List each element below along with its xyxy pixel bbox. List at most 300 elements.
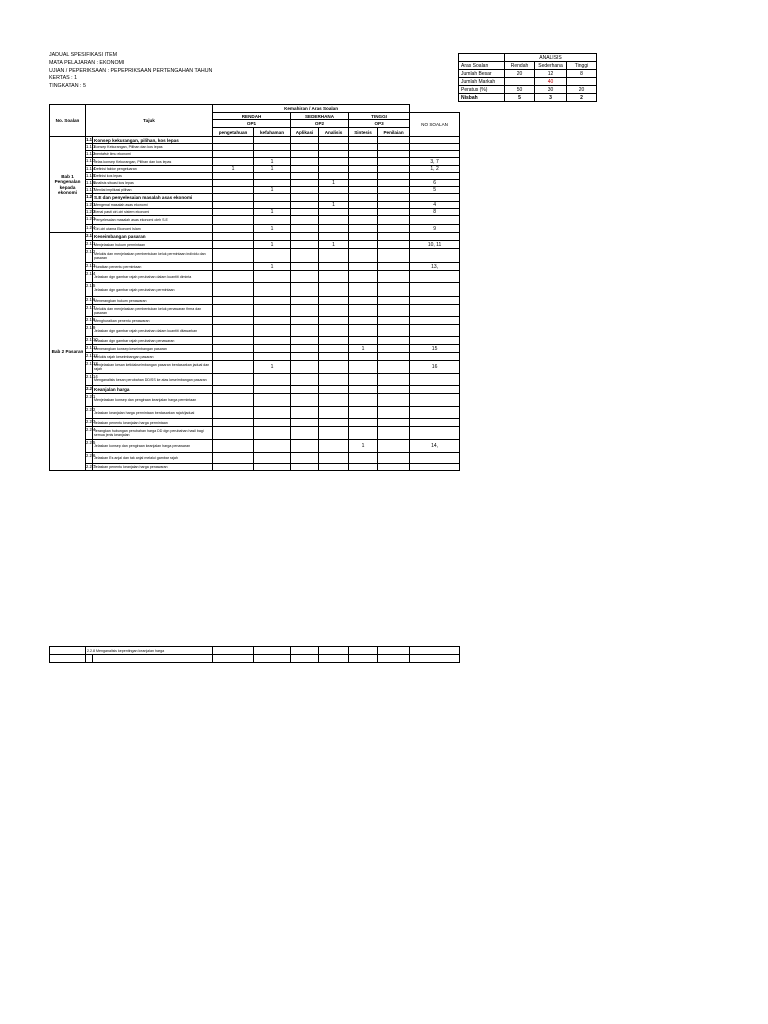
level-count-cell <box>213 241 254 249</box>
level-count-cell <box>291 180 319 187</box>
level-count-cell <box>378 144 410 151</box>
level-count-cell <box>349 216 378 225</box>
level-count-cell <box>319 374 349 386</box>
level-count-cell <box>213 271 254 283</box>
level-count-cell <box>254 353 291 361</box>
analysis-title: ANALISIS <box>505 54 597 62</box>
level-count-cell <box>378 374 410 386</box>
level-count-cell <box>291 305 319 317</box>
level-count-cell <box>254 325 291 337</box>
question-numbers-cell: 8 <box>410 209 460 216</box>
level-count-cell <box>291 271 319 283</box>
table-row <box>50 202 460 209</box>
question-numbers-cell <box>410 407 460 419</box>
analysis-label: Jumlah Besar <box>459 70 505 78</box>
analysis-cell: 3 <box>535 94 567 102</box>
level-count-cell <box>291 144 319 151</box>
analysis-label: Peratus (%) <box>459 86 505 94</box>
topic-text: Jelaskan konsep dan pengiraan keanjalan harga penawaran <box>93 440 213 453</box>
level-count-cell <box>254 453 291 464</box>
level-count-cell <box>254 337 291 345</box>
table-row <box>50 187 460 194</box>
level-count-cell <box>319 305 349 317</box>
level-count-cell <box>213 407 254 419</box>
level-count-cell <box>291 241 319 249</box>
topic-code: 2.1.1 <box>86 241 93 249</box>
level-count-cell <box>319 166 349 173</box>
level-count-cell <box>378 241 410 249</box>
level-count-cell <box>291 427 319 440</box>
table-row <box>50 151 460 158</box>
level-count-cell <box>319 233 349 241</box>
level-count-cell <box>378 386 410 394</box>
level-count-cell <box>349 144 378 151</box>
level-count-cell <box>254 394 291 407</box>
level-count-cell <box>349 297 378 305</box>
table-row <box>50 427 460 440</box>
question-numbers-cell <box>410 283 460 297</box>
level-count-cell <box>291 173 319 180</box>
level-count-cell <box>291 374 319 386</box>
topic-code: 2.1.10 <box>86 337 93 345</box>
level-count-cell <box>378 151 410 158</box>
level-count-cell <box>254 317 291 325</box>
level-count-cell <box>378 361 410 374</box>
table-row <box>50 464 460 471</box>
topic-text: Definisi kos lepas <box>93 173 213 180</box>
level-count-cell <box>213 173 254 180</box>
level-count-cell <box>378 407 410 419</box>
table-row <box>50 317 460 325</box>
level-count-cell <box>349 283 378 297</box>
sub-level: Sintesis <box>349 128 378 137</box>
topic-text: Keanjalan harga <box>93 386 213 394</box>
level-count-cell <box>213 361 254 374</box>
analysis-label: Aras Soalan <box>459 62 505 70</box>
sub-level: pengetahuan <box>213 128 254 137</box>
topic-code: 2.2 <box>86 386 93 394</box>
question-numbers-cell <box>410 297 460 305</box>
question-numbers-cell <box>410 151 460 158</box>
level-count-cell <box>349 137 378 144</box>
level-count-cell <box>349 158 378 166</box>
analysis-cell <box>567 78 597 86</box>
level-count-cell <box>378 394 410 407</box>
level-count-cell <box>291 151 319 158</box>
table-row <box>50 216 460 225</box>
topic-code: 1.2.3 <box>86 216 93 225</box>
op1: OP1 <box>213 120 291 128</box>
topic-code: 2.2.3 <box>86 419 93 427</box>
level-count-cell <box>319 249 349 263</box>
level-count-cell <box>319 144 349 151</box>
topic-code: 2.2.4 <box>86 427 93 440</box>
topic-code: 1.1.7 <box>86 187 96 192</box>
topic-code: 2.1.4 <box>86 271 93 283</box>
level-count-cell <box>319 283 349 297</box>
level-count-cell: 1 <box>319 202 349 209</box>
level-count-cell: 1 <box>319 241 349 249</box>
level-count-cell <box>291 263 319 271</box>
level-count-cell <box>349 180 378 187</box>
topic-code: 1.2.2 <box>86 209 96 214</box>
level-count-cell <box>291 345 319 353</box>
level-count-cell <box>213 317 254 325</box>
header-title: JADUAL SPESIFIKASI ITEM <box>49 52 118 58</box>
level-count-cell <box>319 453 349 464</box>
level-count-cell <box>378 202 410 209</box>
level-count-cell <box>213 216 254 225</box>
topic-text: Huraikan penentu permintaan <box>93 263 213 271</box>
level-count-cell <box>319 427 349 440</box>
level-count-cell <box>213 427 254 440</box>
level-count-cell <box>213 233 254 241</box>
table-row <box>50 233 460 241</box>
level-count-cell <box>254 144 291 151</box>
level-count-cell: 1 <box>213 166 254 173</box>
level-count-cell <box>319 137 349 144</box>
level-count-cell <box>213 187 254 194</box>
level-count-cell <box>349 394 378 407</box>
op3: OP3 <box>349 120 410 128</box>
topic-code: 1.2.4 <box>86 225 93 233</box>
question-numbers-cell: 16 <box>410 361 460 374</box>
question-numbers-cell: 14, <box>410 440 460 453</box>
topic-code: 1.2.1 <box>86 202 96 207</box>
tail-text: Menganalisis kepentingan keanjalan harga <box>96 648 165 653</box>
table-row <box>50 137 460 144</box>
level-count-cell <box>213 263 254 271</box>
level-count-cell <box>378 263 410 271</box>
level-count-cell <box>291 209 319 216</box>
level-count-cell <box>291 166 319 173</box>
level-count-cell <box>378 173 410 180</box>
level-count-cell <box>349 173 378 180</box>
analysis-label: Jumlah Markah <box>459 78 505 86</box>
level-count-cell <box>349 407 378 419</box>
topic-text: Jelaskan dgn gambar rajah perubahan dalam kuantiti ditawarkan <box>93 325 213 337</box>
topic-code: 2.1.9 <box>86 325 93 337</box>
table-row <box>50 180 460 187</box>
analysis-table <box>458 53 597 102</box>
level-count-cell <box>378 464 410 471</box>
question-numbers-cell: 13, <box>410 263 460 271</box>
question-numbers-cell <box>410 453 460 464</box>
level-count-cell <box>254 305 291 317</box>
table-row <box>50 158 460 166</box>
topic-code: 2.1.7 <box>86 305 93 317</box>
level-count-cell <box>213 386 254 394</box>
analysis-cell: 30 <box>535 86 567 94</box>
header-subject: MATA PELAJARAN : EKONOMI <box>49 59 125 66</box>
question-numbers-cell <box>410 419 460 427</box>
table-row <box>50 394 460 407</box>
question-numbers-cell <box>410 249 460 263</box>
topic-text: Jelas konsep Kekurangan, Pilihan dan kos lepas <box>93 158 213 166</box>
level-count-cell <box>378 249 410 263</box>
level-count-cell <box>349 427 378 440</box>
level-count-cell <box>213 453 254 464</box>
topic-text: Jelaskan dgn gambar rajah perubahan penawaran <box>93 337 213 345</box>
topic-text: Menjelaskan konsep dan pengiraan keanjalan harga permintaan <box>93 394 213 407</box>
tail-code: 2.2.8 <box>87 648 95 653</box>
col-no-soalan: No. Soalan <box>50 105 86 137</box>
level-count-cell <box>291 386 319 394</box>
level-count-cell <box>378 345 410 353</box>
sub-level: kefahaman <box>254 128 291 137</box>
level-count-cell <box>349 166 378 173</box>
table-row <box>50 353 460 361</box>
level-count-cell <box>213 305 254 317</box>
analysis-cell: Rendah <box>505 62 535 70</box>
level-count-cell <box>378 166 410 173</box>
header-form: TINGKATAN : 5 <box>49 83 86 90</box>
topic-code: 1.1.3 <box>86 158 93 166</box>
level-count-cell <box>319 194 349 202</box>
level-count-cell: 1 <box>254 263 291 271</box>
level-count-cell <box>319 216 349 225</box>
topic-text: S.E dan penyelesaian masalah asas ekonomi <box>93 194 213 202</box>
level-count-cell <box>213 337 254 345</box>
level-count-cell <box>213 137 254 144</box>
level-count-cell <box>213 209 254 216</box>
question-numbers-cell <box>410 216 460 225</box>
header-paper: KERTAS : 1 <box>49 75 78 82</box>
level-count-cell: 1 <box>349 345 378 353</box>
level-count-cell <box>254 283 291 297</box>
analysis-cell <box>505 78 535 86</box>
question-numbers-cell: 9 <box>410 225 460 233</box>
analysis-cell: 8 <box>567 70 597 78</box>
topic-text: Melukis dan menjelaskan pembentukan keluk penawaran firma dan pasaran <box>93 305 213 317</box>
level-count-cell <box>254 427 291 440</box>
level-count-cell <box>319 151 349 158</box>
question-numbers-cell <box>410 194 460 202</box>
level-count-cell: 1 <box>254 209 291 216</box>
topic-code: 2.1 <box>86 233 93 241</box>
level-count-cell <box>319 297 349 305</box>
question-numbers-cell <box>410 325 460 337</box>
chapter-2-label: Bab 2 Pasaran <box>50 233 86 471</box>
level-count-cell <box>291 249 319 263</box>
table-row <box>50 297 460 305</box>
level-count-cell <box>291 187 319 194</box>
level-count-cell <box>254 419 291 427</box>
topic-text: Menilai implikasi pilihan <box>93 187 213 194</box>
level-count-cell <box>291 137 319 144</box>
level-count-cell <box>291 158 319 166</box>
analysis-cell: Tinggi <box>567 62 597 70</box>
table-row <box>50 419 460 427</box>
topic-code: 2.1.12 <box>86 353 93 361</box>
question-numbers-cell: 4 <box>410 202 460 209</box>
level-count-cell <box>254 374 291 386</box>
level-count-cell <box>291 419 319 427</box>
question-numbers-cell: 6 <box>410 180 460 187</box>
level-count-cell: 1 <box>254 187 291 194</box>
level-count-cell <box>319 263 349 271</box>
question-numbers-cell <box>410 394 460 407</box>
level-count-cell: 1 <box>254 225 291 233</box>
topic-code: 2.2.7 <box>86 464 96 469</box>
level-count-cell <box>254 249 291 263</box>
level-count-cell <box>378 216 410 225</box>
level-count-cell: 1 <box>349 440 378 453</box>
question-numbers-cell <box>410 464 460 471</box>
table-row <box>50 249 460 263</box>
level-count-cell <box>349 194 378 202</box>
level-count-cell <box>378 419 410 427</box>
topic-code: 2.2.2 <box>86 407 93 419</box>
topic-code: 1.2 <box>86 194 93 202</box>
continuation-table <box>49 646 460 663</box>
topic-code: 2.1.14 <box>86 374 93 386</box>
table-row <box>50 453 460 464</box>
level-tinggi: TINGGI <box>349 113 410 120</box>
topic-code: 1.1.5 <box>86 173 96 178</box>
tail-topic <box>86 647 213 655</box>
question-numbers-cell <box>410 427 460 440</box>
level-count-cell <box>378 137 410 144</box>
level-count-cell <box>319 353 349 361</box>
level-count-cell <box>213 464 254 471</box>
topic-code: 1.1 <box>86 137 92 142</box>
topic-text: Jelaskan Es anjal dan tak anjal melalui gambar rajah <box>93 453 213 464</box>
level-count-cell <box>319 345 349 353</box>
table-row <box>50 407 460 419</box>
question-numbers-cell <box>410 305 460 317</box>
topic-code: 2.2.5 <box>86 440 93 453</box>
sub-level: Analisis <box>319 128 349 137</box>
topic-code: 1.1.1 <box>86 144 96 149</box>
level-count-cell <box>378 297 410 305</box>
topic-text: Menghuraikan penentu penawaran <box>93 317 213 325</box>
level-count-cell <box>349 464 378 471</box>
level-count-cell <box>319 361 349 374</box>
topic-text: Keseimbangan pasaran <box>93 233 213 241</box>
sub-level: Aplikasi <box>291 128 319 137</box>
level-count-cell <box>291 407 319 419</box>
level-count-cell <box>254 194 291 202</box>
level-count-cell <box>213 297 254 305</box>
level-count-cell <box>291 202 319 209</box>
question-numbers-cell: 10, 11 <box>410 241 460 249</box>
level-count-cell <box>254 271 291 283</box>
level-count-cell <box>349 374 378 386</box>
level-count-cell: 1 <box>254 361 291 374</box>
topic-text: Konsep kekurangan, pilihan, kos lepas <box>93 137 213 144</box>
topic-code: 2.1.8 <box>86 317 93 325</box>
topic-text: Kenal pasti ciri-ciri sistem ekonomi <box>93 209 213 216</box>
level-count-cell <box>213 374 254 386</box>
question-numbers-cell <box>410 353 460 361</box>
topic-text: Konsep Kekurangan, Pilihan dan kos lepas <box>93 144 213 151</box>
analysis-cell: 12 <box>535 70 567 78</box>
topic-text: Terangkan hubungan perubahan harga DD dgn perubahan hasil bagi semua jenis keanjalan <box>93 427 213 440</box>
level-count-cell <box>378 271 410 283</box>
level-count-cell <box>319 464 349 471</box>
level-count-cell <box>349 271 378 283</box>
level-count-cell <box>319 187 349 194</box>
level-count-cell <box>254 386 291 394</box>
level-count-cell <box>349 337 378 345</box>
level-count-cell <box>378 233 410 241</box>
level-count-cell <box>378 194 410 202</box>
level-count-cell <box>319 386 349 394</box>
level-count-cell <box>291 317 319 325</box>
level-count-cell <box>291 337 319 345</box>
level-count-cell <box>349 325 378 337</box>
level-count-cell <box>254 202 291 209</box>
level-count-cell <box>319 209 349 216</box>
col-no: NO SOALAN <box>410 113 460 137</box>
topic-code: 2.1.6 <box>86 297 93 305</box>
table-row <box>50 144 460 151</box>
col-kemahiran: Kemahiran / Aras Soalan <box>213 105 410 113</box>
level-count-cell <box>291 325 319 337</box>
topic-text: Melukis rajah keseimbangan pasaran <box>93 353 213 361</box>
level-count-cell <box>213 194 254 202</box>
level-count-cell <box>254 151 291 158</box>
analysis-cell: 2 <box>567 94 597 102</box>
header-exam: UJIAN / PEPERIKSAAN : PEPEPRIKSAAN PERTENGAHAN TAHUN <box>49 67 213 74</box>
level-count-cell <box>254 464 291 471</box>
level-count-cell <box>349 386 378 394</box>
level-count-cell <box>254 180 291 187</box>
level-count-cell <box>213 394 254 407</box>
level-count-cell <box>254 137 291 144</box>
analysis-cell: 50 <box>505 86 535 94</box>
table-row <box>50 345 460 353</box>
topic-code: 2.2.1 <box>86 394 93 407</box>
level-count-cell <box>213 325 254 337</box>
question-numbers-cell <box>410 337 460 345</box>
level-count-cell <box>378 209 410 216</box>
analysis-cell: Sederhana <box>535 62 567 70</box>
document-header <box>49 52 212 91</box>
level-count-cell <box>378 180 410 187</box>
topic-code: 2.1.3 <box>86 263 93 271</box>
level-count-cell <box>349 317 378 325</box>
level-count-cell <box>213 180 254 187</box>
level-count-cell <box>349 225 378 233</box>
table-row <box>50 386 460 394</box>
table-row <box>50 337 460 345</box>
question-numbers-cell: 5 <box>410 187 460 194</box>
analysis-cell: 20 <box>567 86 597 94</box>
level-count-cell <box>319 419 349 427</box>
level-count-cell <box>213 144 254 151</box>
question-numbers-cell: 15 <box>410 345 460 353</box>
level-count-cell <box>319 173 349 180</box>
topic-code: 2.1.11 <box>86 345 93 353</box>
level-count-cell <box>378 440 410 453</box>
level-count-cell <box>378 283 410 297</box>
level-count-cell <box>291 216 319 225</box>
level-count-cell <box>254 407 291 419</box>
level-count-cell <box>349 263 378 271</box>
question-numbers-cell <box>410 137 460 144</box>
level-count-cell <box>349 187 378 194</box>
level-count-cell <box>213 158 254 166</box>
question-numbers-cell: 3, 7 <box>410 158 460 166</box>
level-count-cell: 1 <box>254 241 291 249</box>
level-count-cell <box>378 317 410 325</box>
op2: OP2 <box>291 120 349 128</box>
level-count-cell <box>349 233 378 241</box>
level-rendah: RENDAH <box>213 113 291 120</box>
level-count-cell <box>213 440 254 453</box>
